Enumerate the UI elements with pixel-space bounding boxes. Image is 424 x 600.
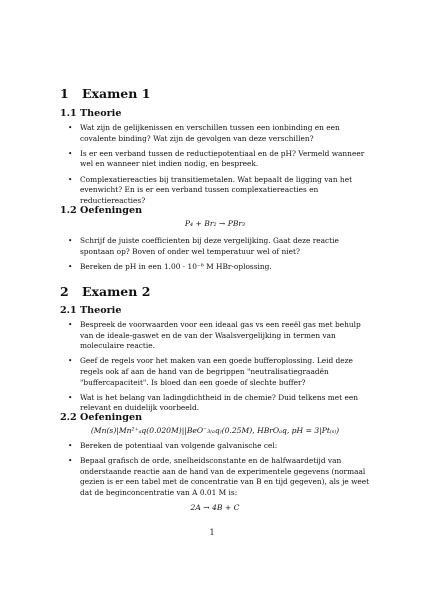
equation-kinetics: 2A → 4B + C bbox=[190, 503, 240, 512]
question-item: • Wat zijn de gelijkenissen en verschillen tussen een ionbinding en een covalente binding? Wat zijn de gevolgen van deze verschillen? bbox=[60, 123, 370, 144]
section-2-heading bbox=[60, 284, 150, 299]
equation-reaction: P₄ + Br₂ → PBr₃ bbox=[184, 219, 246, 228]
subsection-title: Theorie bbox=[80, 305, 122, 316]
section-number: 1 bbox=[60, 86, 69, 101]
subsection-title: Oefeningen bbox=[80, 412, 143, 423]
subsection-1-2-heading bbox=[60, 205, 142, 216]
page-number: 1 bbox=[209, 528, 215, 537]
question-list-1-2 bbox=[60, 236, 370, 277]
question-list-2-1 bbox=[60, 320, 370, 419]
question-item: • Bereken de potentiaal van volgende galvanische cel: bbox=[60, 441, 370, 452]
subsection-2-1-heading bbox=[60, 305, 121, 316]
question-item: • Wat is het belang van ladingdichtheid in de chemie? Duid telkens met een relevant en duidelijk voorbeeld. bbox=[60, 393, 370, 414]
question-item: • Geef de regels voor het maken van een goede bufferoplossing. Leid deze regels ook af aan de hand van de begrippen "neutralisatiegraadën "buffercapaciteit". Is bloed dan een goede of slechte buffer? bbox=[60, 356, 370, 388]
equation-galvanic-cell: (Mn(s)|Mn²⁺ₐq(0.020M)||BeO⁻₃₍ₐq₎(0.25M), HBrOₐq, pH = 3|Pt₍ₛ₎) bbox=[90, 426, 340, 435]
question-item: • Bepaal grafisch de orde, snelheidsconstante en de halfwaardetijd van onderstaande reactie aan de hand van de experimentele gegevens (normaal gezien is er een tabel met de concentratie van B en tijd gegeven), als je weet dat de beginconcentratie van A 0.01 M is: bbox=[60, 456, 370, 498]
question-list-1-1 bbox=[60, 123, 370, 211]
subsection-number: 2.2 bbox=[60, 412, 77, 423]
subsection-title: Oefeningen bbox=[80, 205, 143, 216]
subsection-number: 1.1 bbox=[60, 108, 77, 119]
section-number: 2 bbox=[60, 284, 69, 299]
question-item: • Complexatiereacties bij transitiemetalen. Wat bepaalt de ligging van het evenwicht? En is er een verband tussen complexatiereacties en reductiereacties? bbox=[60, 175, 370, 207]
subsection-title: Theorie bbox=[80, 108, 122, 119]
question-item: • Bespreek de voorwaarden voor een ideaal gas vs een reeël gas met behulp van de ideale-gaswet en de van der Waalsvergelijking in termen van moleculaire reactie. bbox=[60, 320, 370, 352]
section-1-heading bbox=[60, 86, 150, 101]
section-title: Examen 2 bbox=[82, 284, 151, 299]
question-item: • Schrijf de juiste coefficienten bij deze vergelijking. Gaat deze reactie spontaan op? Boven of onder wel temperatuur wel of niet? bbox=[60, 236, 370, 257]
subsection-2-2-heading bbox=[60, 412, 142, 423]
subsection-1-1-heading bbox=[60, 108, 121, 119]
question-item: • Is er een verband tussen de reductiepotentiaal en de pH? Vermeld wanneer wel en wanneer niet indien nodig, en bespreek. bbox=[60, 149, 370, 170]
subsection-number: 2.1 bbox=[60, 305, 77, 316]
section-title: Examen 1 bbox=[82, 86, 151, 101]
subsection-number: 1.2 bbox=[60, 205, 77, 216]
question-item: • Bereken de pH in een 1.00 · 10⁻⁸ M HBr-oplossing. bbox=[60, 262, 370, 273]
question-list-2-2 bbox=[60, 441, 370, 503]
